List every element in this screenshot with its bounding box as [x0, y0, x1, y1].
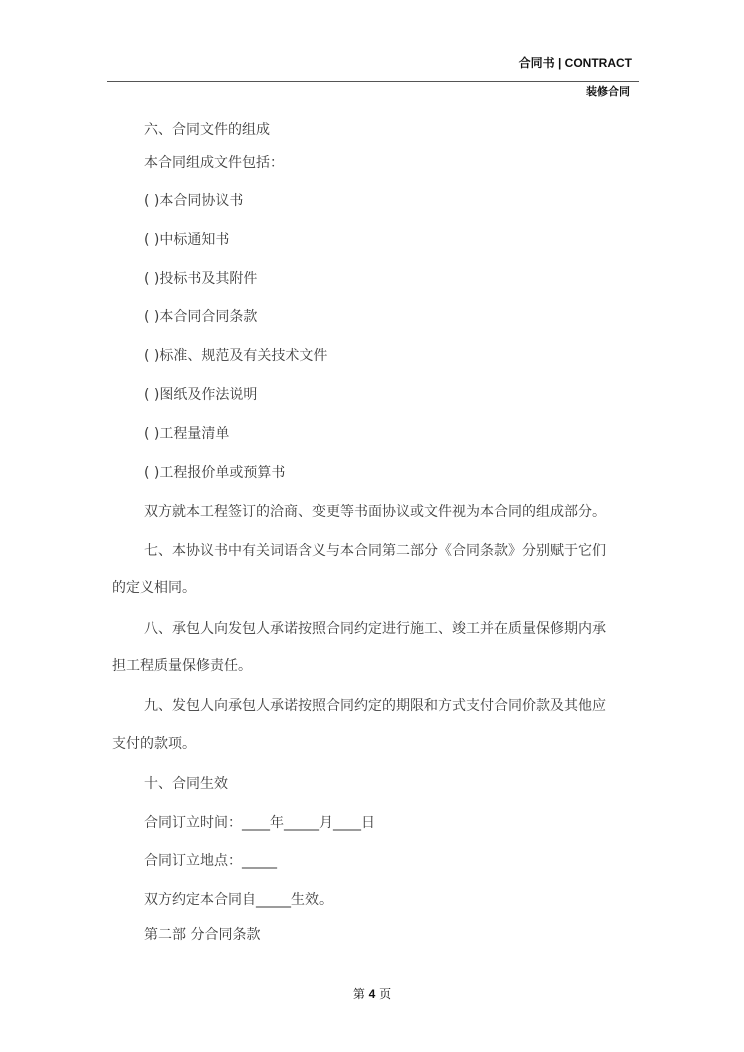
- section8-line1: 八、承包人向发包人承诺按照合同约定进行施工、竣工并在质量保修期内承: [144, 621, 606, 637]
- sign-place: 合同订立地点：_____: [144, 853, 277, 869]
- section9-line1: 九、发包人向承包人承诺按照合同约定的期限和方式支付合同价款及其他应: [144, 698, 606, 714]
- header-title: 合同书 | CONTRACT: [518, 56, 632, 70]
- section6-title: 六、合同文件的组成: [144, 122, 270, 138]
- document-item-2: ( )中标通知书: [144, 232, 230, 248]
- document-item-4: ( )本合同合同条款: [144, 309, 258, 325]
- page-number: 4: [368, 987, 376, 1001]
- footer-suffix: 页: [379, 987, 392, 1001]
- document-item-7: ( )工程量清单: [144, 426, 230, 442]
- part2-title: 第二部 分合同条款: [144, 927, 261, 943]
- header-subtitle: 装修合同: [586, 85, 630, 98]
- document-item-3: ( )投标书及其附件: [144, 271, 258, 287]
- section6-intro: 本合同组成文件包括：: [144, 155, 284, 171]
- section7-line1: 七、本协议书中有关词语含义与本合同第二部分《合同条款》分别赋于它们: [144, 543, 606, 559]
- section7-line2: 的定义相同。: [112, 580, 196, 596]
- section10-title: 十、合同生效: [144, 776, 228, 792]
- header-divider: [107, 81, 639, 82]
- document-item-6: ( )图纸及作法说明: [144, 387, 258, 403]
- document-item-8: ( )工程报价单或预算书: [144, 465, 286, 481]
- page-footer: [0, 985, 744, 1002]
- document-item-5: ( )标准、规范及有关技术文件: [144, 348, 328, 364]
- document-item-1: ( )本合同协议书: [144, 193, 244, 209]
- footer-prefix: 第: [352, 987, 365, 1001]
- section9-line2: 支付的款项。: [112, 736, 196, 752]
- sign-time: 合同订立时间：____年_____月____日: [144, 815, 375, 831]
- section8-line2: 担工程质量保修责任。: [112, 658, 252, 674]
- section6-note: 双方就本工程签订的洽商、变更等书面协议或文件视为本合同的组成部分。: [144, 504, 606, 520]
- effective-date: 双方约定本合同自_____生效。: [144, 892, 333, 908]
